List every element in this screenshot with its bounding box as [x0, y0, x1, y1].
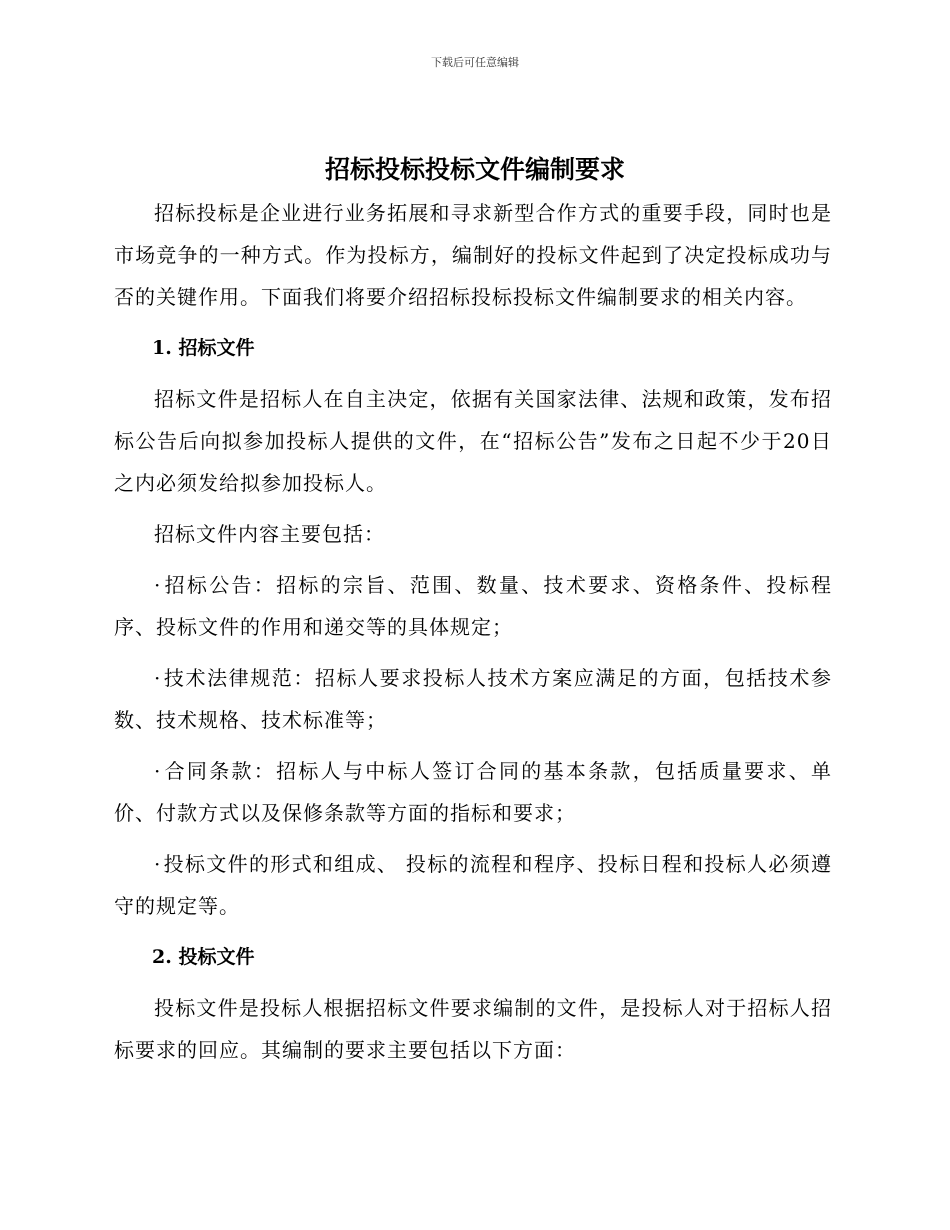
section-heading-bid-documents: 2. 投标文件 [152, 946, 255, 968]
bullet-dot: · [154, 573, 162, 597]
bullet-dot: · [154, 759, 162, 783]
bid-documents-paragraph: 投标文件是投标人根据招标文件要求编制的文件，是投标人对于招标人招标要求的回应。其编制的要求主要包括以下方面： [114, 996, 832, 1062]
bullet-dot: · [154, 666, 162, 690]
document-body [114, 192, 832, 1080]
bullet-text: 投标文件的形式和组成、 投标的流程和程序、投标日程和投标人必须遵守的规定等。 [114, 852, 832, 918]
page-header-note: 下载后可任意编辑 [431, 56, 519, 69]
page-title: 招标投标投标文件编制要求 [324, 155, 625, 184]
bullet-item [114, 843, 832, 927]
section-heading-tender-documents: 1. 招标文件 [152, 337, 255, 359]
bullet-item [114, 564, 832, 648]
intro-paragraph: 招标投标是企业进行业务拓展和寻求新型合作方式的重要手段，同时也是市场竞争的一种方式。作为投标方，编制好的投标文件起到了决定投标成功与否的关键作用。下面我们将要介绍招标投标投标文件编制要求的相关内容。 [114, 201, 832, 309]
bullet-item [114, 657, 832, 741]
tender-contents-intro: 招标文件内容主要包括： [154, 522, 385, 546]
bullet-text: 技术法律规范：招标人要求投标人技术方案应满足的方面，包括技术参数、技术规格、技术标准等； [114, 666, 832, 732]
bullet-item [114, 750, 832, 834]
bullet-dot: · [154, 852, 162, 876]
tender-documents-paragraph: 招标文件是招标人在自主决定，依据有关国家法律、法规和政策，发布招标公告后向拟参加投标人提供的文件，在“招标公告”发布之日起不少于20日之内必须发给拟参加投标人。 [114, 387, 832, 495]
bullet-text: 合同条款：招标人与中标人签订合同的基本条款，包括质量要求、单价、付款方式以及保修条款等方面的指标和要求； [114, 759, 832, 825]
bullet-text: 招标公告：招标的宗旨、范围、数量、技术要求、资格条件、投标程序、投标文件的作用和递交等的具体规定； [114, 573, 832, 639]
